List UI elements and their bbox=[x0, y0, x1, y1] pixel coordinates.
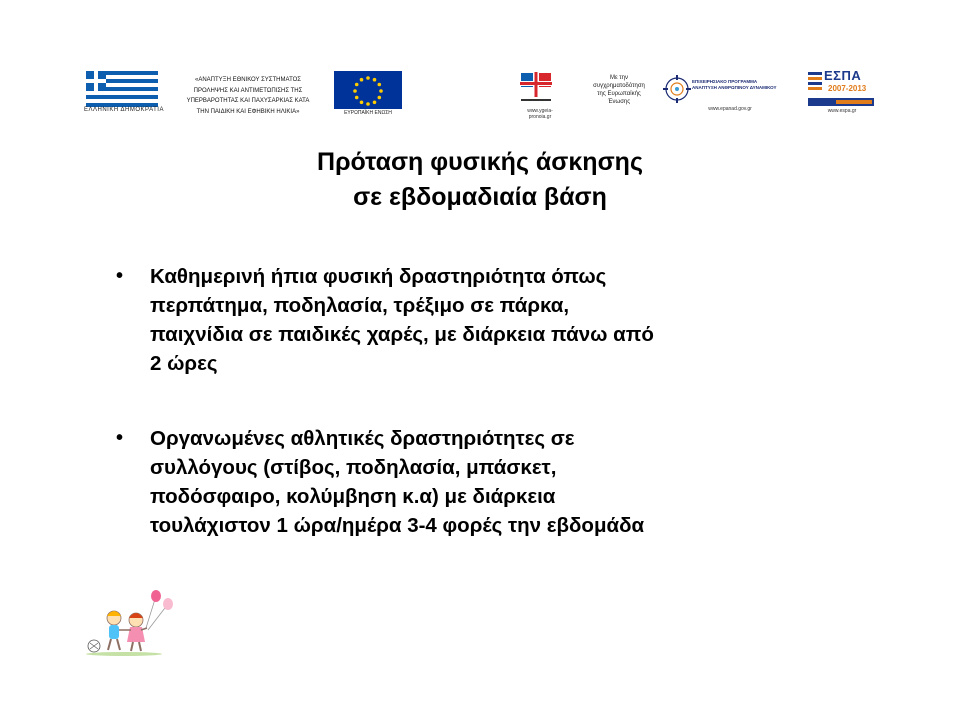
ministry-caption bbox=[520, 108, 560, 120]
cofunding-line: συγχρηματοδότηση bbox=[593, 83, 645, 89]
cofunding-line: Ένωσης bbox=[607, 99, 631, 105]
bullet-item bbox=[112, 262, 872, 378]
program-line: ΤΗΝ ΠΑΙΔΙΚΗ ΚΑΙ ΕΦΗΒΙΚΗ ΗΛΙΚΙΑ» bbox=[196, 108, 300, 115]
bullet-line: συλλόγους (στίβος, ποδηλασία, μπάσκετ, bbox=[150, 456, 557, 479]
eu-caption: ΕΥΡΩΠΑΪΚΗ ΕΝΩΣΗ bbox=[344, 110, 392, 116]
bullet-line: ποδόσφαιρο, κολύμβηση κ.α) με διάρκεια bbox=[150, 485, 556, 508]
bullet-item bbox=[112, 424, 872, 540]
bullet-marker: • bbox=[116, 265, 124, 287]
epanad-emblem-icon bbox=[662, 74, 692, 104]
bullet-line: 2 ώρες bbox=[150, 352, 218, 375]
espa-years: 2007-2013 bbox=[828, 84, 867, 93]
bullet-line: Καθημερινή ήπια φυσική δραστηριότητα όπως bbox=[150, 265, 607, 288]
bullet-line: Οργανωμένες αθλητικές δραστηριότητες σε bbox=[150, 427, 575, 450]
epanad-url: www.epanad.gov.gr bbox=[708, 106, 752, 112]
epanad-line: ΑΝΑΠΤΥΞΗ ΑΝΘΡΩΠΙΝΟΥ ΔΥΝΑΜΙΚΟΥ bbox=[692, 85, 777, 90]
program-line: ΥΠΕΡΒΑΡΟΤΗΤΑΣ ΚΑΙ ΠΑΧΥΣΑΡΚΙΑΣ ΚΑΤΑ bbox=[186, 98, 310, 104]
program-line: ΠΡΟΛΗΨΗΣ ΚΑΙ ΑΝΤΙΜΕΤΩΠΙΣΗΣ ΤΗΣ bbox=[193, 87, 303, 94]
bullet-line: τουλάχιστον 1 ώρα/ημέρα 3-4 φορές την εβδομάδα bbox=[150, 514, 645, 537]
kids-playing-illustration bbox=[84, 588, 184, 658]
program-description bbox=[168, 75, 328, 117]
cofunding-text bbox=[580, 74, 658, 106]
epanad-line: ΕΠΙΧΕΙΡΗΣΙΑΚΟ ΠΡΟΓΡΑΜΜΑ bbox=[692, 79, 758, 84]
espa-title: ΕΣΠΑ bbox=[824, 68, 862, 83]
ministry-caption-line: www.ygeia- bbox=[527, 108, 553, 114]
bullet-line: παιχνίδια σε παιδικές χαρές, με διάρκεια πάνω από bbox=[150, 323, 654, 346]
flag-caption: ΕΛΛΗΝΙΚΗ ΔΗΜΟΚΡΑΤΙΑ bbox=[84, 107, 164, 113]
title-line-1: Πρόταση φυσικής άσκησης bbox=[317, 148, 643, 176]
cofunding-line: Με την bbox=[609, 75, 629, 81]
espa-url: www.espa.gr bbox=[827, 108, 857, 114]
cofunding-line: της Ευρωπαϊκής bbox=[597, 91, 641, 97]
program-line: «ΑΝΑΠΤΥΞΗ ΕΘΝΙΚΟΥ ΣΥΣΤΗΜΑΤΟΣ bbox=[195, 77, 301, 83]
epanad-text bbox=[692, 79, 792, 91]
bullet-line: περπάτημα, ποδηλασία, τρέξιμο σε πάρκα, bbox=[150, 294, 570, 317]
ministry-caption-line: pronoia.gr bbox=[528, 114, 552, 120]
bullet-marker: • bbox=[116, 427, 124, 449]
bullet-list bbox=[112, 262, 872, 540]
logo-strip bbox=[0, 0, 960, 130]
slide-title bbox=[180, 145, 780, 215]
title-line-2: σε εβδομαδιαία βάση bbox=[353, 183, 607, 211]
